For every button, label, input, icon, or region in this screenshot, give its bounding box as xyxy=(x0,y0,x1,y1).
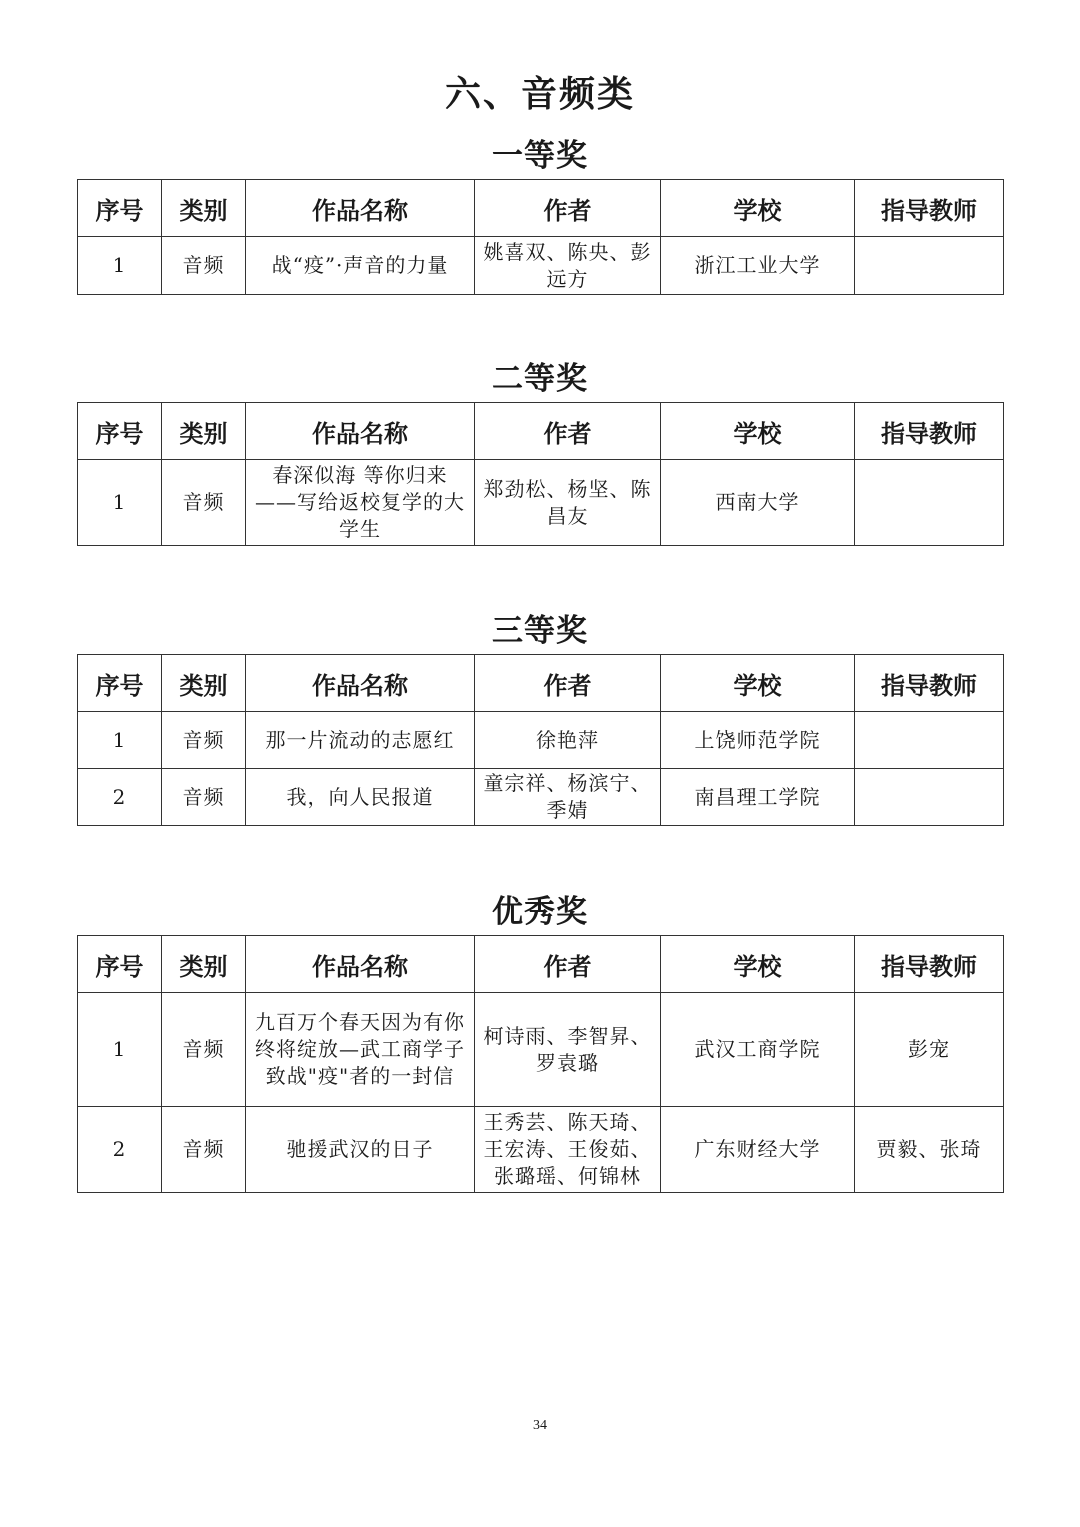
column-header-work: 作品名称 xyxy=(246,936,475,993)
column-header-no: 序号 xyxy=(78,403,162,460)
table-header-row xyxy=(78,655,1004,712)
cell-category: 音频 xyxy=(162,712,246,769)
cell-no: 1 xyxy=(78,460,162,546)
cell-advisor xyxy=(855,237,1004,295)
cell-authors: 王秀芸、陈天琦、王宏涛、王俊茹、张璐瑶、何锦林 xyxy=(475,1107,661,1193)
cell-advisor xyxy=(855,460,1004,546)
table-row xyxy=(78,237,1004,295)
column-header-no: 序号 xyxy=(78,655,162,712)
column-header-authors: 作者 xyxy=(475,180,661,237)
cell-work: 战“疫”·声音的力量 xyxy=(246,237,475,295)
column-header-advisor: 指导教师 xyxy=(855,180,1004,237)
column-header-category: 类别 xyxy=(162,180,246,237)
column-header-advisor: 指导教师 xyxy=(855,403,1004,460)
cell-work: 那一片流动的志愿红 xyxy=(246,712,475,769)
column-header-no: 序号 xyxy=(78,936,162,993)
section-title-third-prize: 三等奖 xyxy=(492,613,588,649)
cell-category: 音频 xyxy=(162,1107,246,1193)
cell-advisor: 彭宠 xyxy=(855,993,1004,1107)
page-number: 34 xyxy=(533,1418,547,1433)
column-header-category: 类别 xyxy=(162,655,246,712)
table-row xyxy=(78,993,1004,1107)
column-header-authors: 作者 xyxy=(475,936,661,993)
cell-school: 上饶师范学院 xyxy=(661,712,855,769)
table-row xyxy=(78,460,1004,546)
table-header-row xyxy=(78,180,1004,237)
section-title-excellence-award: 优秀奖 xyxy=(492,894,588,930)
award-table-first-prize xyxy=(77,179,1004,295)
cell-category: 音频 xyxy=(162,237,246,295)
table-row xyxy=(78,769,1004,826)
cell-advisor xyxy=(855,712,1004,769)
column-header-work: 作品名称 xyxy=(246,403,475,460)
column-header-work: 作品名称 xyxy=(246,655,475,712)
cell-category: 音频 xyxy=(162,460,246,546)
cell-work: 九百万个春天因为有你终将绽放—武工商学子致战"疫"者的一封信 xyxy=(246,993,475,1107)
page-title: 六、音频类 xyxy=(444,74,635,115)
cell-work: 驰援武汉的日子 xyxy=(246,1107,475,1193)
table-row xyxy=(78,1107,1004,1193)
column-header-category: 类别 xyxy=(162,403,246,460)
column-header-authors: 作者 xyxy=(475,655,661,712)
award-table-third-prize xyxy=(77,654,1004,826)
column-header-school: 学校 xyxy=(661,655,855,712)
cell-work: 我，向人民报道 xyxy=(246,769,475,826)
cell-authors: 郑劲松、杨坚、陈昌友 xyxy=(475,460,661,546)
table-header-row xyxy=(78,936,1004,993)
cell-no: 1 xyxy=(78,712,162,769)
cell-advisor xyxy=(855,769,1004,826)
column-header-school: 学校 xyxy=(661,403,855,460)
cell-category: 音频 xyxy=(162,993,246,1107)
column-header-advisor: 指导教师 xyxy=(855,936,1004,993)
table-row xyxy=(78,712,1004,769)
cell-school: 南昌理工学院 xyxy=(661,769,855,826)
column-header-no: 序号 xyxy=(78,180,162,237)
cell-no: 2 xyxy=(78,769,162,826)
cell-no: 1 xyxy=(78,237,162,295)
column-header-school: 学校 xyxy=(661,936,855,993)
cell-school: 武汉工商学院 xyxy=(661,993,855,1107)
table-header-row xyxy=(78,403,1004,460)
cell-authors: 徐艳萍 xyxy=(475,712,661,769)
column-header-category: 类别 xyxy=(162,936,246,993)
cell-no: 2 xyxy=(78,1107,162,1193)
cell-category: 音频 xyxy=(162,769,246,826)
cell-authors: 姚喜双、陈央、彭远方 xyxy=(475,237,661,295)
cell-school: 西南大学 xyxy=(661,460,855,546)
cell-work: 春深似海 等你归来——写给返校复学的大学生 xyxy=(246,460,475,546)
column-header-school: 学校 xyxy=(661,180,855,237)
cell-school: 浙江工业大学 xyxy=(661,237,855,295)
cell-advisor: 贾毅、张琦 xyxy=(855,1107,1004,1193)
award-table-second-prize xyxy=(77,402,1004,546)
award-table-excellence-award xyxy=(77,935,1004,1193)
cell-authors: 柯诗雨、李智昇、罗袁璐 xyxy=(475,993,661,1107)
cell-no: 1 xyxy=(78,993,162,1107)
column-header-work: 作品名称 xyxy=(246,180,475,237)
column-header-advisor: 指导教师 xyxy=(855,655,1004,712)
section-title-first-prize: 一等奖 xyxy=(492,138,588,174)
section-title-second-prize: 二等奖 xyxy=(492,361,588,397)
column-header-authors: 作者 xyxy=(475,403,661,460)
cell-school: 广东财经大学 xyxy=(661,1107,855,1193)
cell-authors: 童宗祥、杨滨宁、季婧 xyxy=(475,769,661,826)
